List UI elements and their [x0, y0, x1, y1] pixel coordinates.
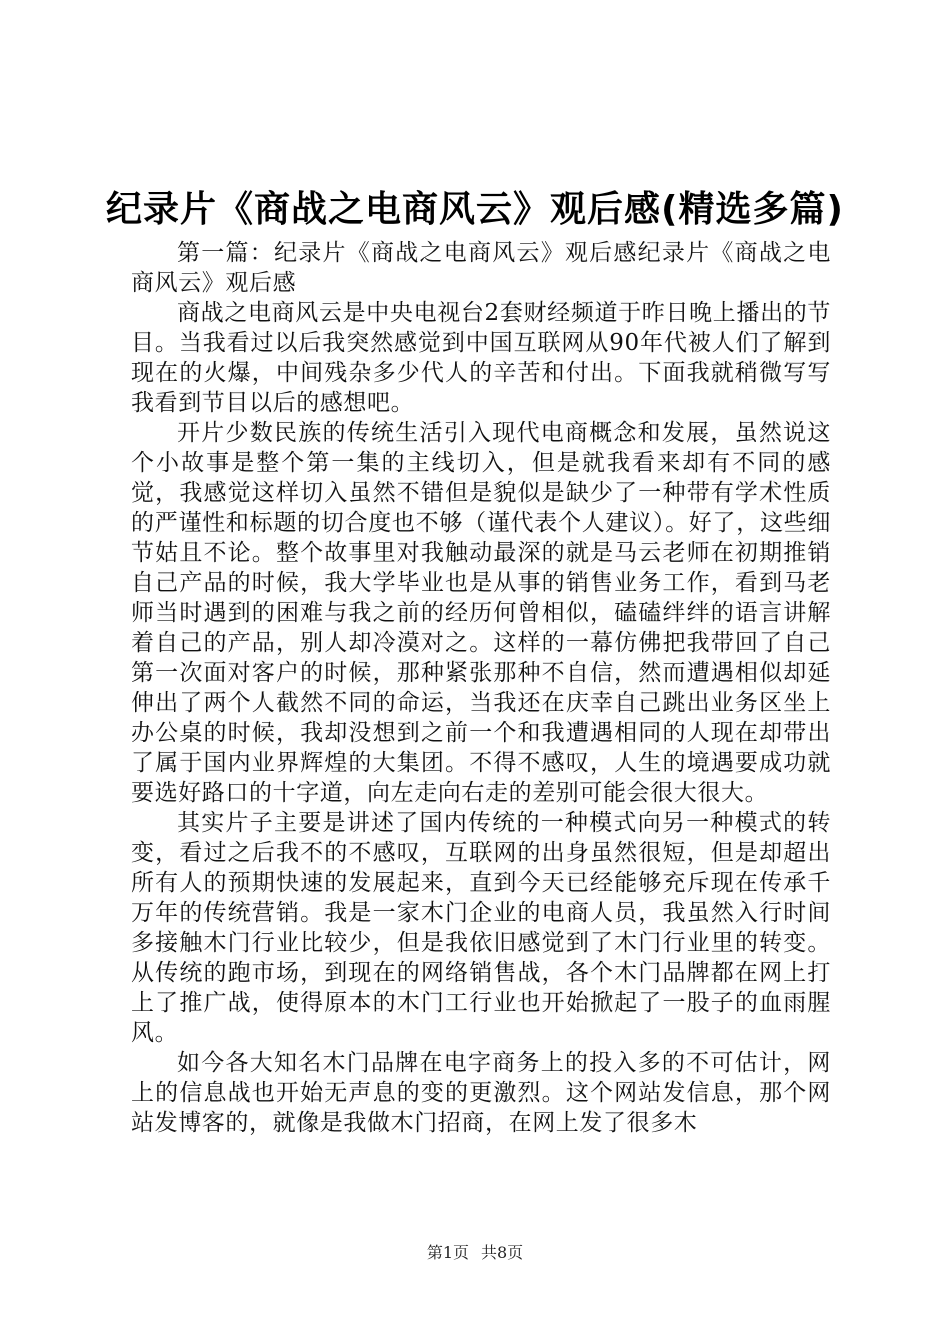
- page-footer: [0, 1242, 950, 1264]
- page-number: 第1页: [426, 1243, 469, 1262]
- paragraph-5: 如今各大知名木门品牌在电字商务上的投入多的不可估计，网上的信息战也开始无声息的变的更激烈。这个网站发信息，那个网站发博客的，就像是我做木门招商，在网上发了很多木: [131, 1050, 831, 1136]
- paragraph-4: 其实片子主要是讲述了国内传统的一种模式向另一种模式的转变，看过之后我不的不感叹，互联网的出身虽然很短，但是却超出所有人的预期快速的发展起来，直到今天已经能够充斥现在传承千万年的传统营销。我是一家木门企业的电商人员，我虽然入行时间多接触木门行业比较少，但是我依旧感觉到了木门行业里的转变。从传统的跑市场，到现在的网络销售战，各个木门品牌都在网上打上了推广战，使得原本的木门工行业也开始掀起了一股子的血雨腥风。: [131, 810, 831, 1046]
- document-title: 纪录片《商战之电商风云》观后感(精选多篇): [106, 189, 844, 230]
- document-body: [131, 238, 831, 1138]
- paragraph-3: 开片少数民族的传统生活引入现代电商概念和发展，虽然说这个小故事是整个第一集的主线切入，但是就我看来却有不同的感觉，我感觉这样切入虽然不错但是貌似是缺少了一种带有学术性质的严谨性和标题的切合度也不够（谨代表个人建议）。好了，这些细节姑且不论。整个故事里对我触动最深的就是马云老师在初期推销自己产品的时候，我大学毕业也是从事的销售业务工作，看到马老师当时遇到的困难与我之前的经历何曾相似，磕磕绊绊的语言讲解着自己的产品，别人却冷漠对之。这样的一幕仿佛把我带回了自己第一次面对客户的时候，那种紧张那种不自信，然而遭遇相似却延伸出了两个人截然不同的命运，当我还在庆幸自己跳出业务区坐上办公桌的时候，我却没想到之前一个和我遭遇相同的人现在却带出了属于国内业界辉煌的大集团。不得不感叹，人生的境遇要成功就要选好路口的十字道，向左走向右走的差别可能会很大很大。: [131, 420, 831, 806]
- paragraph-2: 商战之电商风云是中央电视台2套财经频道于昨日晚上播出的节目。当我看过以后我突然感觉到中国互联网从90年代被人们了解到现在的火爆，中间残杂多少代人的辛苦和付出。下面我就稍微写写我看到节目以后的感想吧。: [131, 300, 831, 416]
- paragraph-1: 第一篇：纪录片《商战之电商风云》观后感纪录片《商战之电商风云》观后感: [131, 240, 831, 296]
- page-total: 共8页: [481, 1243, 524, 1262]
